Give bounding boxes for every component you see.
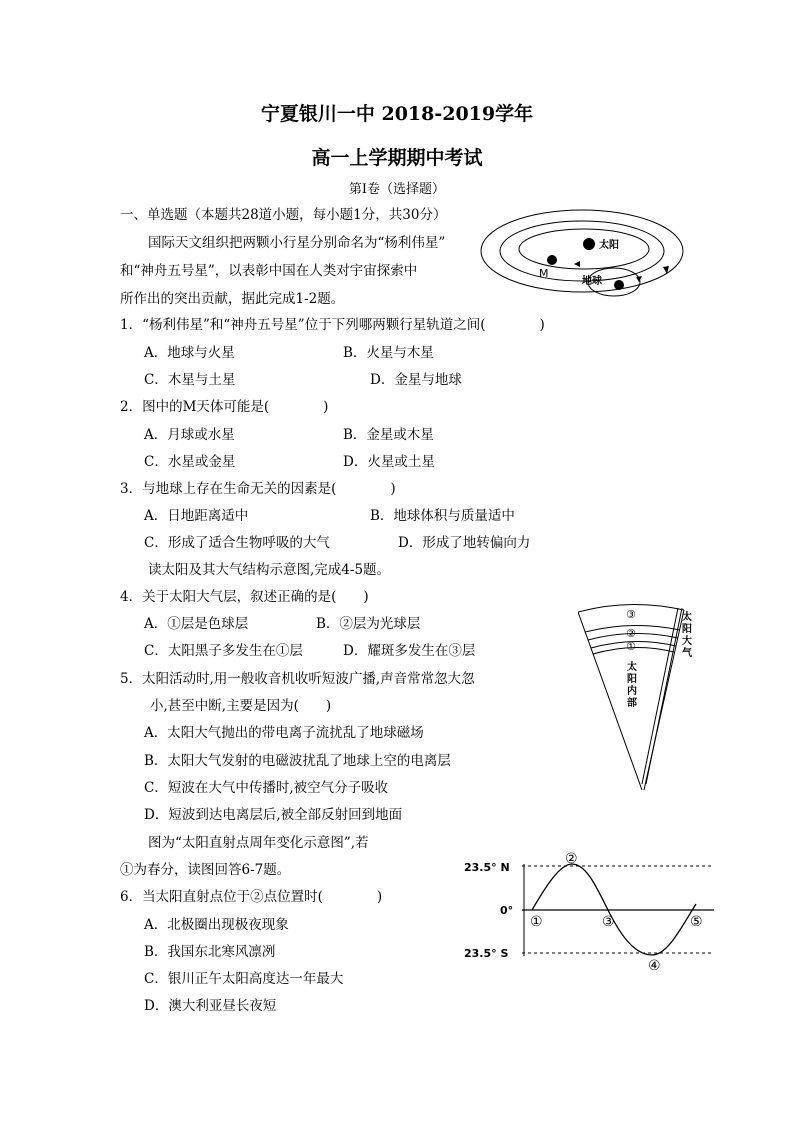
question-3-option-b: B．地球体积与质量适中 — [370, 508, 515, 524]
question-6-option-a: A．北极圈出现极夜现象 — [144, 917, 289, 933]
question-2-option-a: A．月球或水星 — [144, 427, 235, 443]
interior-label: 太 — [627, 662, 637, 673]
latitude-zero-label: 0° — [500, 904, 514, 917]
question-3-option-c: C．形成了适合生物呼吸的大气 — [144, 535, 330, 551]
sun-dot — [583, 238, 595, 250]
atmosphere-label: 太 — [682, 612, 692, 623]
question-4-option-d: D．耀斑多发生在③层 — [343, 643, 476, 659]
passage3-line2: ①为春分，读图回答6-7题。 — [120, 862, 291, 878]
passage3-line1: 图为“太阳直射点周年变化示意图”,若 — [148, 835, 369, 851]
latitude-south-label: 23.5° S — [464, 947, 509, 960]
passage1-line3: 所作出的突出贡献，据此完成1-2题。 — [120, 291, 345, 307]
interior-label: 部 — [627, 698, 637, 709]
orbit-arrow — [636, 276, 642, 282]
layer-2-label: ② — [626, 627, 636, 640]
page-title: 宁夏银川一中 2018-2019学年 — [260, 103, 534, 125]
question-3-option-d: D．形成了地转偏向力 — [398, 535, 531, 551]
question-1-option-d: D．金星与地球 — [370, 372, 462, 388]
question-6-stem: 6．当太阳直射点位于②点位置时( ) — [120, 889, 383, 905]
earth-label: 地球 — [582, 276, 602, 287]
latitude-north-label: 23.5° N — [464, 861, 510, 874]
question-5-option-c: C．短波在大气中传播时,被空气分子吸收 — [144, 780, 389, 796]
layer-3-label: ③ — [626, 608, 636, 621]
passage1-line1: 国际天文组织把两颗小行星分别命名为“杨利伟星” — [148, 235, 446, 251]
atmosphere-label: 阳 — [682, 624, 692, 635]
question-5-stem-line1: 5．太阳活动时,用一般收音机收听短波广播,声音常常忽大忽 — [120, 671, 475, 687]
layer-1-label: ① — [626, 640, 636, 653]
page-subtitle: 高一上学期期中考试 — [311, 147, 483, 169]
question-5-option-b: B．太阳大气发射的电磁波扰乱了地球上空的电离层 — [144, 753, 451, 769]
middle-orbit — [500, 221, 664, 281]
question-2-option-b: B．金星或木星 — [343, 427, 434, 443]
inner-orbit — [519, 229, 649, 269]
question-3-stem: 3．与地球上存在生命无关的因素是( ) — [120, 481, 396, 497]
question-4-option-c: C．太阳黑子多发生在①层 — [144, 643, 303, 659]
question-1-option-a: A．地球与火星 — [144, 345, 235, 361]
point-1-label: ① — [530, 914, 543, 930]
question-1-option-b: B．火星与木星 — [343, 345, 434, 361]
question-6-option-c: C．银川正午太阳高度达一年最大 — [144, 971, 344, 987]
earth-dot — [614, 280, 624, 290]
atmosphere-label: 气 — [682, 648, 692, 659]
passage1-line2: 和“神舟五号星”，以表彰中国在人类对宇宙探索中 — [120, 263, 418, 279]
question-4-option-b: B．②层为光球层 — [316, 616, 421, 632]
m-label: M — [539, 267, 549, 280]
sun-label: 太阳 — [599, 240, 619, 251]
question-1-option-c: C．木星与土星 — [144, 372, 236, 388]
question-5-option-d: D．短波到达电离层后,被全部反射回到地面 — [144, 807, 403, 823]
interior-label: 内 — [627, 686, 637, 697]
atmosphere-label: 大 — [682, 636, 692, 647]
m-body-dot — [547, 255, 557, 265]
point-5-label: ⑤ — [690, 914, 703, 930]
subsolar-migration-figure — [462, 846, 718, 974]
point-4-label: ④ — [648, 958, 661, 974]
solar-system-figure — [476, 204, 688, 306]
question-6-option-d: D．澳大利亚昼长夜短 — [144, 998, 277, 1014]
orbit-arrow — [574, 261, 580, 267]
question-1-stem: 1．“杨利伟星”和“神舟五号星”位于下列哪两颗行星轨道之间( ) — [120, 317, 545, 333]
question-4-stem: 4．关于太阳大气层，叙述正确的是( ) — [120, 589, 369, 605]
question-4-option-a: A．①层是色球层 — [144, 616, 249, 632]
sun-structure-figure — [578, 594, 698, 794]
question-3-option-a: A．日地距离适中 — [144, 508, 249, 524]
question-6-option-b: B．我国东北寒风凛冽 — [144, 944, 276, 960]
section-heading: 一、单选题（本题共28道小题，每小题1分，共30分） — [120, 207, 447, 223]
point-3-label: ③ — [602, 914, 615, 930]
question-5-stem-line2: 小,甚至中断,主要是因为( ) — [150, 698, 332, 714]
passage2-text: 读太阳及其大气结构示意图,完成4-5题。 — [148, 562, 391, 578]
question-2-option-c: C．水星或金星 — [144, 454, 236, 470]
point-2-label: ② — [565, 851, 578, 867]
question-2-stem: 2．图中的M天体可能是( ) — [120, 399, 329, 415]
interior-label: 阳 — [627, 674, 637, 685]
question-5-option-a: A．太阳大气抛出的带电离子流扰乱了地球磁场 — [144, 725, 424, 741]
question-2-option-d: D．火星或土星 — [343, 454, 435, 470]
volume-heading: 第Ⅰ卷（选择题） — [348, 182, 446, 197]
